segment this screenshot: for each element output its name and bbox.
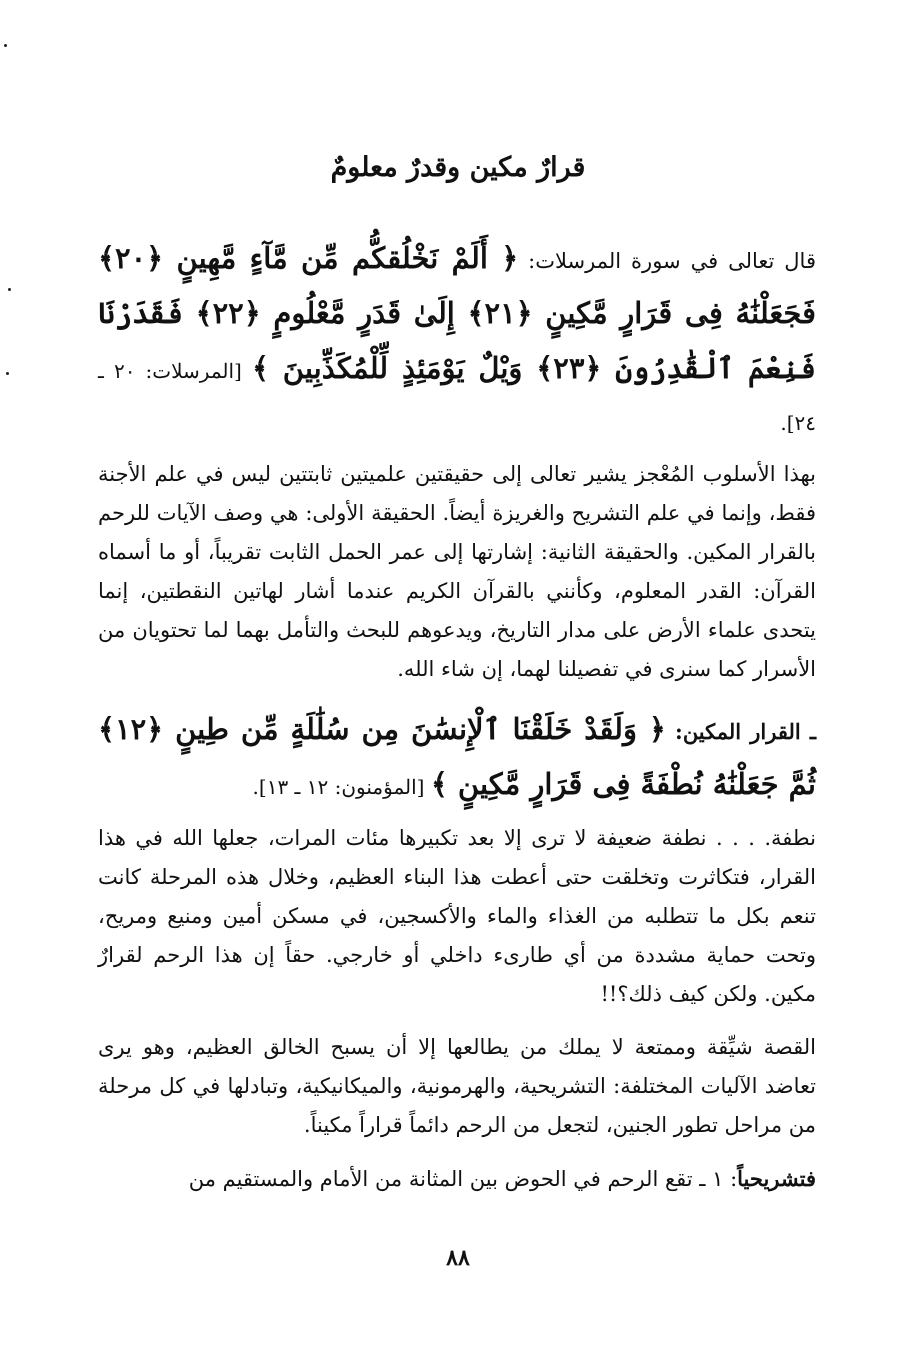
section-heading: ـ القرار المكين:	[665, 719, 816, 744]
scan-mark	[6, 372, 9, 375]
scan-mark	[8, 288, 11, 291]
paragraph-nutfa: نطفة. . . . نطفة ضعيفة لا ترى إلا بعد تكبيرها مئات المرات، جعلها الله في هذا القرار، فتكاثرت وتخلقت حتى أعطت هذا البناء العظيم، وخلال هذه المرحلة كانت تنعم بكل ما تتطلبه من الغذاء والماء والأكسجين، في مسكن أمين ومنيع ومريح، وتحت حماية مشددة من أي طارىء داخلي أو خارجي. حقاً إن هذا الرحم لقرارٌ مكين. ولكن كيف ذلك؟!!	[98, 826, 816, 1006]
section-qarar-makeen	[98, 703, 816, 813]
intro-paragraph	[98, 232, 816, 449]
paragraph-qissa: القصة شيِّقة وممتعة لا يملك من يطالعها إلا أن يسبح الخالق العظيم، وهو يرى تعاضد الآليات المختلفة: التشريحية، والهرمونية، والميكانيكية، وتبادلها في كل مرحلة من مراحل تطور الجنين، لتجعل من الرحم دائماً قراراً مكيناً.	[98, 1035, 816, 1137]
intro-lead: قال تعالى في سورة المرسلات:	[518, 249, 816, 273]
quran-verse-mursalat: ﴿ أَلَمْ نَخْلُقكُّم مِّن مَّآءٍ مَّهِينٍ ﴿٢٠﴾ فَجَعَلْنَٰهُ فِى قَرَارٍ مَّكِينٍ ﴿٢١﴾ إِلَىٰ قَدَرٍ مَّعْلُومٍ ﴿٢٢﴾ فَقَدَرْنَا فَنِعْمَ ٱلْقَٰدِرُونَ ﴿٢٣﴾ وَيْلٌ يَوْمَئِذٍ لِّلْمُكَذِّبِينَ ﴾	[98, 241, 816, 385]
paragraph-asloob: بهذا الأسلوب المُعْجز يشير تعالى إلى حقيقتين علميتين ثابتتين ليس في علم الأجنة فقط، وإنما في علم التشريح والغريزة أيضاً. الحقيقة الأولى: هي وصف الآيات للرحم بالقرار المكين. والحقيقة الثانية: إشارتها إلى عمر الحمل الثابت تقريباً، أو ما أسماه القرآن: القدر المعلوم، وكأنني بالقرآن الكريم عندما أشار لهاتين النقطتين، إنما يتحدى علماء الأرض على مدار التاريخ، ويدعوهم للبحث والتأمل بهما لما تحتويان من الأسرار كما سنرى في تفصيلنا لهما، إن شاء الله.	[98, 462, 816, 681]
tashreeh-lead: فتشريحياً	[737, 1166, 816, 1191]
quran-verse-muminun: ﴿ وَلَقَدْ خَلَقْنَا ٱلْإِنسَٰنَ مِن سُلَٰلَةٍ مِّن طِينٍ ﴿١٢﴾ ثُمَّ جَعَلْنَٰهُ نُطْفَةً فِى قَرَارٍ مَّكِينٍ ﴾	[98, 712, 816, 801]
paragraph-tashreeh	[98, 1159, 816, 1199]
tashreeh-text: : ١ ـ تقع الرحم في الحوض بين المثانة من الأمام والمستقيم من	[188, 1167, 738, 1191]
scan-mark	[4, 44, 7, 47]
verse-reference: [المرسلات: ٢٠ ـ ٢٤].	[98, 359, 816, 435]
page-body	[98, 232, 816, 1213]
page-number: ٨٨	[446, 1245, 470, 1271]
page-title: قرارٌ مكين وقدرٌ معلومٌ	[330, 152, 586, 183]
verse-reference: [المؤمنون: ١٢ ـ ١٣].	[252, 775, 431, 799]
